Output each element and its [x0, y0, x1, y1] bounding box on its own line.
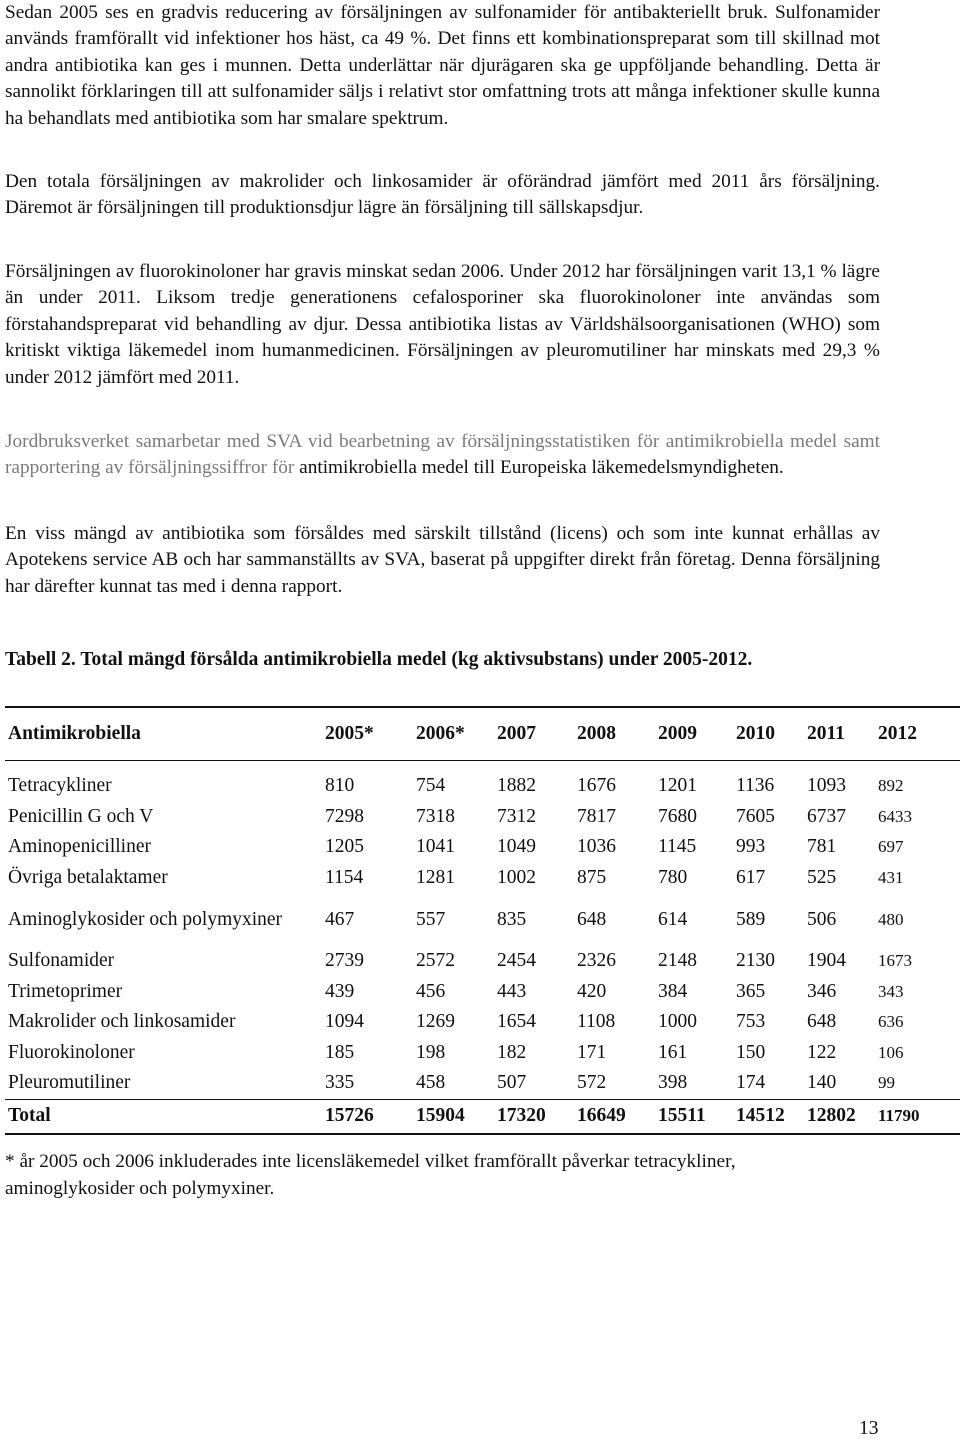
table-cell: 335	[325, 1072, 355, 1094]
total-cell: 12802	[807, 1105, 856, 1126]
table-cell: 7318	[416, 805, 455, 827]
table-cell: 467	[325, 908, 355, 930]
table-footnote: * år 2005 och 2006 inkluderades inte licensläkemedel vilket framförallt påverkar tetracykliner, aminoglykosider och polymyxiner.	[5, 1151, 736, 1199]
table-cell: 1654	[497, 1011, 536, 1033]
table-cell: 365	[736, 980, 766, 1002]
table-cell: 506	[807, 908, 837, 930]
table-cell: 439	[325, 980, 355, 1002]
table-row	[5, 1038, 960, 1069]
table-cell: 1882	[497, 775, 536, 797]
table-cell: 185	[325, 1041, 355, 1063]
table-cell: 1094	[325, 1011, 364, 1033]
table-cell: 7312	[497, 805, 536, 827]
table-cell: 161	[658, 1041, 688, 1063]
total-cell: 15904	[416, 1105, 465, 1126]
row-label: Penicillin G och V	[8, 805, 154, 827]
table-cell: 398	[658, 1072, 688, 1094]
row-label: Fluorokinoloner	[8, 1041, 135, 1063]
paragraph-jordbruksverket-text: antimikrobiella medel till Europeiska läkemedelsmyndigheten.	[294, 457, 784, 479]
total-label: Total	[8, 1105, 51, 1126]
header-cell: 2008	[577, 723, 616, 744]
table-cell: 754	[416, 775, 446, 797]
table-cell: 875	[577, 866, 607, 888]
paragraph-licens: En viss mängd av antibiotika som försåldes med särskilt tillstånd (licens) och som inte kunnat erhållas av Apotekens service AB och har sammanställts av SVA, baserat på uppgifter direkt från företag. Denna försäljning har därefter kunnat tas med i denna rapport.	[5, 523, 880, 597]
table-cell: 697	[878, 837, 904, 857]
table-cell: 1108	[577, 1011, 616, 1033]
table-cell: 572	[577, 1072, 607, 1094]
paragraph-makrolider: Den totala försäljningen av makrolider och linkosamider är oförändrad jämfört med 2011 års försäljning. Däremot är försäljningen till produktionsdjur lägre än försäljning till sällskapsdjur.	[5, 171, 880, 219]
row-label: Makrolider och linkosamider	[8, 1011, 236, 1033]
total-cell: 14512	[736, 1105, 785, 1126]
table-row	[5, 863, 960, 894]
table-row	[5, 977, 960, 1008]
total-cell: 11790	[878, 1106, 920, 1125]
table-cell: 420	[577, 980, 607, 1002]
table-cell: 892	[878, 776, 904, 796]
row-label: Aminopenicilliner	[8, 836, 151, 858]
table-cell: 993	[736, 836, 766, 858]
table-cell: 346	[807, 980, 837, 1002]
table-cell: 99	[878, 1073, 895, 1093]
table-cell: 1205	[325, 836, 364, 858]
table-cell: 1049	[497, 836, 536, 858]
header-cell: 2010	[736, 723, 775, 744]
table-cell: 7680	[658, 805, 697, 827]
header-cell: Antimikrobiella	[8, 723, 141, 744]
table-cell: 1281	[416, 866, 455, 888]
table-cell: 106	[878, 1042, 904, 1062]
table-cell: 525	[807, 866, 837, 888]
table-cell: 2739	[325, 950, 364, 972]
table-cell: 384	[658, 980, 688, 1002]
table-cell: 7298	[325, 805, 364, 827]
table-cell: 1000	[658, 1011, 697, 1033]
header-cell: 2007	[497, 723, 536, 744]
table-cell: 122	[807, 1041, 837, 1063]
table-cell: 1201	[658, 775, 697, 797]
paragraph-sulfonamider: Sedan 2005 ses en gradvis reducering av försäljningen av sulfonamider för antibakteriellt bruk. Sulfonamider används framförallt vid infektioner hos häst, ca 49 %. Det finns ett kombinationspreparat som till skillnad mot andra antibiotika kan ges i munnen. Detta underlättar när djurägaren ska ge uppföljande behandling. Detta är sannolikt förklaringen till att sulfonamider säljs i relativt stor omfattning trots att många infektioner skulle kunna ha behandlats med antibiotika som har smalare spektrum.	[5, 2, 880, 129]
paragraph-jordbruksverket-muted-text: Jordbruksverket samarbetar med SVA vid bearbetning av försäljningsstatistiken för antimikrobiella medel samt rapportering av försäljningssiffror för	[5, 431, 880, 479]
table-cell: 648	[577, 908, 607, 930]
table-cell: 1136	[736, 775, 775, 797]
table-cell: 343	[878, 981, 904, 1001]
table-row	[5, 893, 960, 946]
table-header-row	[5, 707, 960, 761]
table-cell: 1036	[577, 836, 616, 858]
table-cell: 1154	[325, 866, 364, 888]
total-cell: 15726	[325, 1105, 374, 1126]
header-cell: 2011	[807, 723, 845, 744]
table-cell: 431	[878, 867, 904, 887]
table-row	[5, 1068, 960, 1099]
table-cell: 589	[736, 908, 766, 930]
table-cell: 617	[736, 866, 766, 888]
table-cell: 6433	[878, 806, 912, 826]
table-cell: 6737	[807, 805, 846, 827]
table-cell: 174	[736, 1072, 766, 1094]
sales-table	[5, 706, 960, 1135]
row-label: Sulfonamider	[8, 950, 115, 972]
total-cell: 17320	[497, 1105, 546, 1126]
table-cell: 456	[416, 980, 446, 1002]
table-cell: 781	[807, 836, 837, 858]
table-cell: 1676	[577, 775, 616, 797]
table-cell: 7605	[736, 805, 775, 827]
table-cell: 443	[497, 980, 527, 1002]
table-cell: 2572	[416, 950, 455, 972]
table-row	[5, 761, 960, 802]
table-caption: Tabell 2. Total mängd försålda antimikrobiella medel (kg aktivsubstans) under 2005-2012.	[5, 649, 753, 670]
table-cell: 7817	[577, 805, 616, 827]
table-cell: 780	[658, 866, 688, 888]
table-cell: 1145	[658, 836, 697, 858]
table-cell: 2454	[497, 950, 536, 972]
table-cell: 1041	[416, 836, 455, 858]
table-cell: 480	[878, 909, 904, 929]
header-cell: 2006*	[416, 723, 465, 744]
row-label: Aminoglykosider och polymyxiner	[8, 908, 283, 930]
table-cell: 614	[658, 908, 688, 930]
total-cell: 15511	[658, 1105, 706, 1126]
table-cell: 1673	[878, 951, 912, 971]
table-cell: 648	[807, 1011, 837, 1033]
row-label: Pleuromutiliner	[8, 1072, 131, 1094]
header-cell: 2005*	[325, 723, 374, 744]
header-cell: 2012	[878, 723, 917, 744]
table-cell: 507	[497, 1072, 527, 1094]
table-cell: 1093	[807, 775, 846, 797]
table-cell: 2326	[577, 950, 616, 972]
table-cell: 150	[736, 1041, 766, 1063]
table-cell: 458	[416, 1072, 446, 1094]
table-row	[5, 832, 960, 863]
table-cell: 557	[416, 908, 446, 930]
table-row	[5, 946, 960, 977]
table-cell: 835	[497, 908, 527, 930]
table-cell: 1269	[416, 1011, 455, 1033]
table-cell: 1002	[497, 866, 536, 888]
paragraph-jordbruksverket	[5, 429, 880, 482]
table-cell: 2130	[736, 950, 775, 972]
table-row	[5, 802, 960, 833]
total-cell: 16649	[577, 1105, 626, 1126]
table-cell: 810	[325, 775, 355, 797]
table-row	[5, 1007, 960, 1038]
table-cell: 753	[736, 1011, 766, 1033]
table-cell: 1904	[807, 950, 846, 972]
table-cell: 171	[577, 1041, 607, 1063]
table-cell: 2148	[658, 950, 697, 972]
header-cell: 2009	[658, 723, 697, 744]
table-cell: 198	[416, 1041, 446, 1063]
table-cell: 182	[497, 1041, 527, 1063]
table-cell: 636	[878, 1012, 904, 1032]
paragraph-fluorokinoloner: Försäljningen av fluorokinoloner har gravis minskat sedan 2006. Under 2012 har försäljningen varit 13,1 % lägre än under 2011. Liksom tredje generationens cefalosporiner ska fluorokinoloner inte användas som förstahandspreparat vid behandling av djur. Dessa antibiotika listas av Världshälsoorganisationen (WHO) som kritiskt viktiga läkemedel inom humanmedicinen. Försäljningen av pleuromutiliner har minskats med 29,3 % under 2012 jämfört med 2011.	[5, 261, 880, 388]
table-cell: 140	[807, 1072, 837, 1094]
row-label: Övriga betalaktamer	[8, 866, 168, 888]
row-label: Trimetoprimer	[8, 980, 123, 1002]
table-total-row	[5, 1099, 960, 1134]
page-number: 13	[859, 1418, 879, 1439]
row-label: Tetracykliner	[8, 775, 112, 797]
